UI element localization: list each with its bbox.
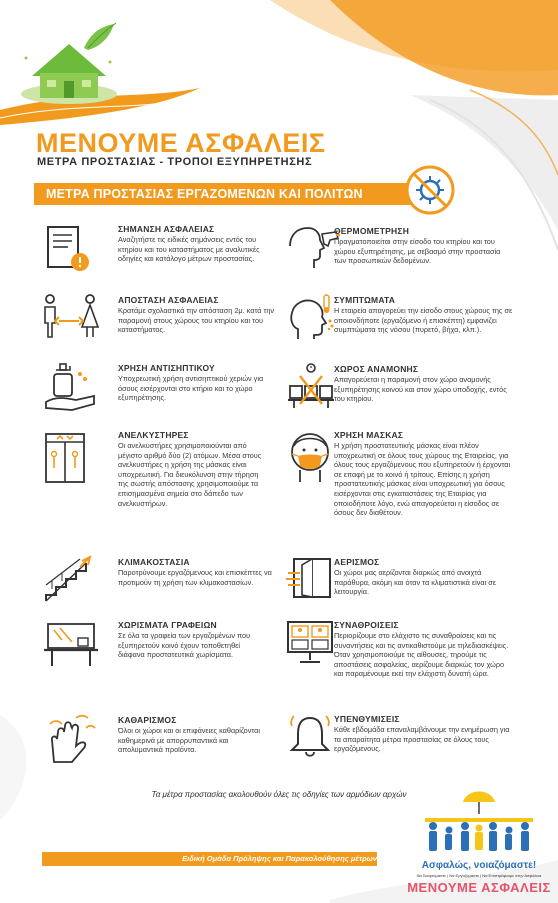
measure-waiting-room xyxy=(286,362,526,418)
video-meeting-icon xyxy=(286,618,336,668)
measure-gatherings xyxy=(286,618,526,692)
measure-text: Παροτρύνουμε εργαζόμενους και επισκέπτες να προτιμούν τη χρήση των κλιμακοστασίων. xyxy=(118,568,272,587)
measure-text: Πραγματοποιείται στην είσοδο του κτηρίου και του χώρου εξυπηρέτησης, με σεβασμό στην προστασία των προσωπικών δεδομένων. xyxy=(334,237,501,266)
measure-distance xyxy=(42,293,282,349)
poster-title: ΜΕΝΟΥΜΕ ΑΣΦΑΛΕΙΣ xyxy=(36,128,326,158)
symptoms-icon xyxy=(286,293,336,343)
measure-text: Όλοι οι χώροι και οι επιφάνειες καθαρίζονται καθημερινά με απορρυπαντικά και απολυμαντικά προϊόντα. xyxy=(118,726,260,755)
measure-title: ΚΑΘΑΡΙΣΜΟΣ xyxy=(118,715,177,725)
bell-reminder-icon xyxy=(286,712,336,762)
measure-title: ΣΥΜΠΤΩΜΑΤΑ xyxy=(334,295,396,305)
measure-title: ΧΩΡΟΣ ΑΝΑΜΟΝΗΣ xyxy=(334,364,419,374)
warning-sign-document-icon xyxy=(42,224,94,274)
elevator-icon xyxy=(42,428,92,486)
measure-title: ΑΕΡΙΣΜΟΣ xyxy=(334,557,380,567)
measure-text: Κρατάμε σχολαστικά την απόσταση 2μ. κατά την παραμονή στους χώρους του κτηρίου και του καταστήματος. xyxy=(118,306,275,335)
measure-elevators xyxy=(42,428,282,546)
measure-title: ΑΠΟΣΤΑΣΗ ΑΣΦΑΛΕΙΑΣ xyxy=(118,295,219,305)
measure-title: ΚΛΙΜΑΚΟΣΤΑΣΙΑ xyxy=(118,557,190,567)
measure-title: ΧΩΡΙΣΜΑΤΑ ΓΡΑΦΕΙΩΝ xyxy=(118,620,217,630)
measure-title: ΘΕΡΜΟΜΕΤΡΗΣΗ xyxy=(334,226,410,236)
measure-ventilation xyxy=(286,555,526,607)
section-banner xyxy=(34,183,422,205)
stairs-icon xyxy=(42,555,98,605)
poster-subtitle: ΜΕΤΡΑ ΠΡΟΣΤΑΣΙΑΣ - ΤΡΟΠΟΙ ΕΞΥΠΗΡΕΤΗΣΗΣ xyxy=(37,156,313,168)
waiting-room-icon xyxy=(286,362,336,412)
logo-tagline: Να Σκεφτόμαστε | Να Εργαζόμαστε | Να Επιστρέφουμε στην Ασφάλεια xyxy=(416,873,542,878)
open-window-icon xyxy=(286,555,336,603)
office-partition-icon xyxy=(42,618,100,670)
measure-text: Η χρήση προστατευτικής μάσκας είναι πλέον υποχρεωτική σε όλους τους χώρους της Εταιρείας, για όλους τους εργαζόμενους που εξυπηρετούν ή έρχονται σε επαφή με το κοινό ή τρίτους. Επίσης η χρήση προστατευτικής μάσκας είναι υποχρεωτική για όσους εισέρχονται στις εγκαταστάσεις της Εταιρίας για οποιοδήποτε λόγο, ενώ απαγορεύεται η είσοδος σε όσους δεν διαθέτουν. xyxy=(334,441,511,518)
umbrella-family-icon xyxy=(405,784,553,860)
measure-title: ΑΝΕΛΚΥΣΤΗΡΕΣ xyxy=(118,430,189,440)
measure-stairs xyxy=(42,555,282,607)
measure-text: Περιορίζουμε στο ελάχιστο τις συναθροίσεις και τις συναντήσεις και τις αντικαθιστούμε με τηλεδιασκέψεις. Όταν χρησιμοποιούμε τις αίθουσες, τηρούμε τις αποστάσεις ασφαλείας, αερίζουμε διαρκώς τον χώρο και παραμένουμε εκεί την ελάχιστη δυνατή ώρα. xyxy=(334,631,509,679)
measure-text: Αναζητήστε τις ειδικές σημάνσεις εντός του κτηρίου και του καταστήματος με αναλυτικές οδηγίες και κατάλογο μέτρων προστασίας. xyxy=(118,235,260,264)
measure-text: Υποχρεωτική χρήση αντισηπτικού χεριών για όσους εισέρχονται στο κτήριο και το χώρο εξυπηρέτησης. xyxy=(118,374,264,403)
measure-text: Οι ανελκυστήρες χρησιμοποιούνται από μέγιστο αριθμό δύο (2) ατόμων. Μέσα στους ανελκυστήρες η χρήση της μάσκας είναι υποχρεωτική. Για διευκόλυνση στην τήρηση της σωστής απόστασης χρησιμοποιούμε τα επισημασμένα σημεία στο δάπεδο των ανελκυστήρων. xyxy=(118,441,262,508)
measure-reminders xyxy=(286,712,526,768)
footer-note: Τα μέτρα προστασίας ακολουθούν όλες τις οδηγίες των αρμόδιων αρχών xyxy=(151,790,407,799)
social-distance-icon xyxy=(42,293,100,343)
green-house-icon xyxy=(14,18,124,113)
cleaning-glove-icon xyxy=(42,710,98,766)
footer-team-text: Ειδική Ομάδα Πρόληψης και Παρακολούθησης μέτρων xyxy=(182,854,377,863)
measure-partitions xyxy=(42,618,282,678)
measure-cleaning xyxy=(42,710,282,766)
measure-title: ΣΥΝΑΘΡΟΙΣΕΙΣ xyxy=(334,620,399,630)
measure-text: Σε όλα τα γραφεία των εργαζομένων που εξυπηρετούν κοινό έχουν τοποθετηθεί διάφανα προστατευτικά χωρίσματα. xyxy=(118,631,251,660)
measure-thermometry xyxy=(286,224,526,282)
measure-signage xyxy=(42,224,282,284)
logo-stay-safe: ΜΕΝΟΥΜΕ ΑΣΦΑΛΕΙΣ xyxy=(407,880,551,895)
banner-text: ΜΕΤΡΑ ΠΡΟΣΤΑΣΙΑΣ ΕΡΓΑΖΟΜΕΝΩΝ ΚΑΙ ΠΟΛΙΤΩΝ xyxy=(46,187,363,201)
measure-title: ΥΠΕΝΘΥΜΙΣΕΙΣ xyxy=(334,714,400,724)
measure-text: Απαγορεύεται η παραμονή στον χώρο αναμονής εξυπηρέτησης κοινού και στον χώρο υποδοχής, εντός του κτηρίου. xyxy=(334,375,507,404)
measure-title: ΧΡΗΣΗ ΑΝΤΙΣΗΠΤΙΚΟΥ xyxy=(118,363,215,373)
logo-slogan: Ασφαλώς, νοιαζόμαστε! xyxy=(421,860,537,871)
measure-text: Οι χώροι μας αερίζονται διαρκώς από ανοιχτά παράθυρα, ακόμη και όταν τα κλιματιστικά είναι σε λειτουργία. xyxy=(334,568,496,597)
face-mask-icon xyxy=(286,428,336,484)
measure-title: ΣΗΜΑΝΣΗ ΑΣΦΑΛΕΙΑΣ xyxy=(118,224,215,234)
hand-sanitizer-icon xyxy=(42,362,98,414)
measure-mask xyxy=(286,428,526,546)
measure-sanitizer xyxy=(42,362,282,418)
footer-team-bar xyxy=(42,852,377,866)
measure-symptoms xyxy=(286,293,526,353)
measure-title: ΧΡΗΣΗ ΜΑΣΚΑΣ xyxy=(334,430,404,440)
measure-text: Η εταιρεία απαγορεύει την είσοδο στους χώρους της σε οποιονδήποτε (εργαζόμενο ή επισκέπτη) εμφανίζει συμπτώματα της νόσου (πυρετό, βήχα, κλπ.). xyxy=(334,306,513,335)
virus-prohibited-icon xyxy=(404,164,456,216)
campaign-logo xyxy=(405,784,553,896)
measure-text: Κάθε εβδομάδα επαναλαμβάνουμε την ενημέρωση για τα απαραίτητα μέτρα προστασίας σε όλους τους εργαζόμενους. xyxy=(334,725,510,754)
